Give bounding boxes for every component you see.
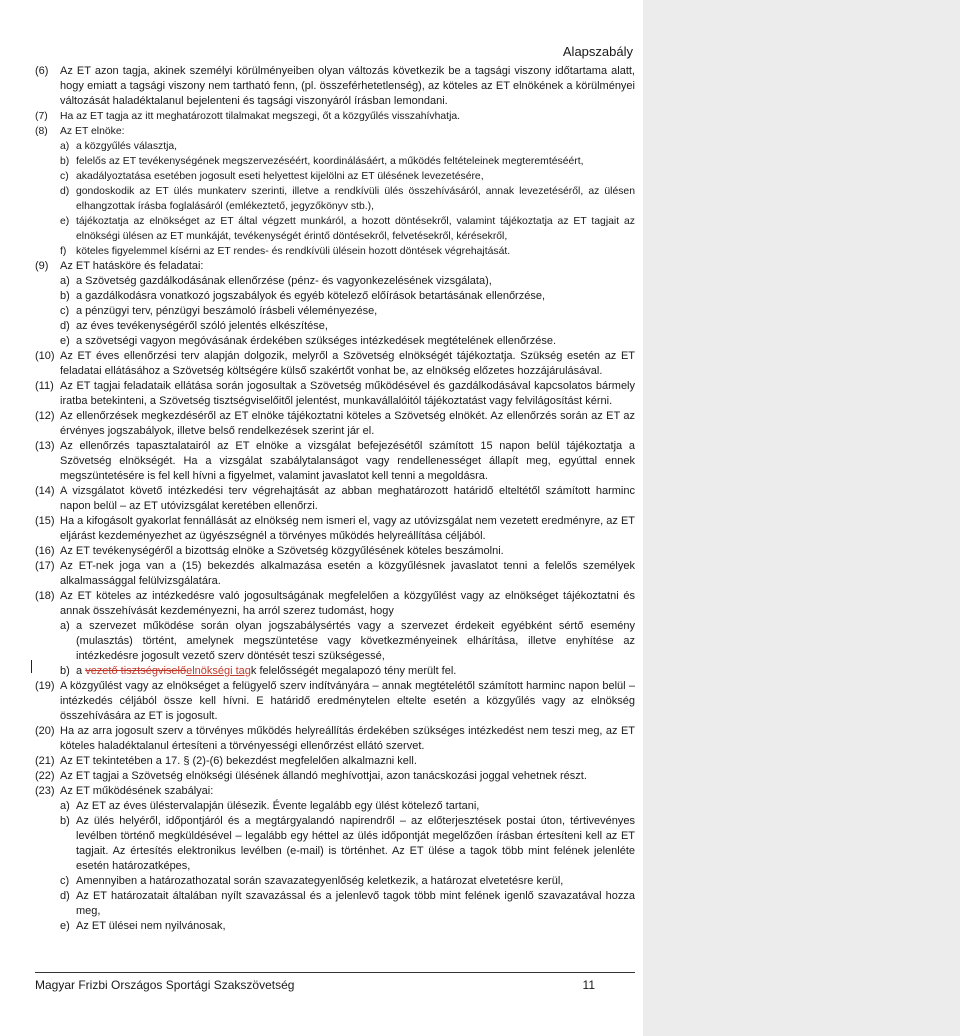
list-item: e) a szövetségi vagyon megóvásának érdekében szükséges intézkedések megtételének ellenőrzése. — [60, 335, 557, 347]
list-item: b) a gazdálkodásra vonatkozó jogszabályok és egyéb kötelező előírások betartásának ellenőrzése, — [60, 290, 546, 302]
document-body — [35, 64, 635, 934]
page-footer — [35, 978, 595, 992]
list-item: b) felelős az ET tevékenységének megszervezéséért, koordinálásáért, a működés feltételeinek megteremtéséért, — [60, 156, 584, 167]
paragraph-18: (18) Az ET köteles az intézkedésre való jogosultságának megfelelően a közgyűlést vagy az elnökséget tájékoztatni és annak összehívását kezdeményezni, ha arról szerez tudomást, hogy a) a szervezet működése során olyan jogszabálysértés vagy a szervezet érdekeit egyébként sértő esemény (mulasztás) történt, amelynek megszüntetése vagy következményeinek elhárítása, illetve enyhítése az intézkedésre jogosult vezető szerv döntését teszi szükségessé, b) a vezető tisztségviselőelnökségi tagk felelősségét megalapozó tény merült fel. — [35, 590, 635, 677]
paragraph-20: (20) Ha az arra jogosult szerv a törvényes működés helyreállítás érdekében szükséges intézkedést nem teszi meg, az ET köteles haladéktalanul értesíteni a törvényességi ellenőrzést ellátó szervet. — [35, 725, 635, 752]
deleted-text: vezető tisztségviselő — [85, 665, 187, 677]
list-item: d) Az ET határozatait általában nyílt szavazással és a jelenlevő tagok több mint felének igenlő szavazatával hozza meg, — [60, 890, 635, 917]
paragraph-16: (16) Az ET tevékenységéről a bizottság elnöke a Szövetség közgyűlésének köteles beszámolni. — [35, 545, 504, 557]
paragraph-15: (15) Ha a kifogásolt gyakorlat fennállását az elnökség nem ismeri el, vagy az utóvizsgálat nem vezetett eredményre, az ET eljárást kezdeményezhet az ügyészségnél a törvényes működés helyreállítása céljából. — [35, 515, 635, 542]
paragraph-14: (14) A vizsgálatot követő intézkedési terv végrehajtását az abban meghatározott határidő elteltétől számított harminc napon belül – az ET utóvizsgálat keretében ellenőrzi. — [35, 485, 635, 512]
paragraph-12: (12) Az ellenőrzések megkezdéséről az ET elnöke tájékoztatni köteles a Szövetség elnökét. Az ellenőrzés során az ET az érvényes jogszabályok, illetve belső rendelkezések szerint jár el. — [35, 410, 635, 437]
paragraph-10: (10) Az ET éves ellenőrzési terv alapján dolgozik, melyről a Szövetség elnökségét tájékoztatja. Szükség esetén az ET feladatai ellátásához a Szövetség költségére külső szakértőt vonhat be, az elnökség előzetes hozzájárulásával. — [35, 350, 635, 377]
footer-organization: Magyar Frizbi Országos Sportági Szakszövetség — [35, 978, 295, 992]
footer-divider — [35, 972, 635, 973]
paragraph-17: (17) Az ET-nek joga van a (15) bekezdés alkalmazása esetén a közgyűlésnek javaslatot tenni a felelős személyek alkalmassággal felülvizsgálatára. — [35, 560, 635, 587]
list-item: a) a szervezet működése során olyan jogszabálysértés vagy a szervezet érdekeit egyébként sértő esemény (mulasztás) történt, amelynek megszüntetése vagy következményeinek elhárítása, illetve enyhítése az intézkedésre jogosult vezető szerv döntését teszi szükségessé, — [60, 620, 635, 662]
paragraph-6: (6) Az ET azon tagja, akinek személyi körülményeiben olyan változás következik be a tagsági viszony időtartama alatt, hogy emiatt a tagsági viszony nem tartható fenn, (pl. összeférhetetlenség), az köteles az ET elnökének a körülményei változását haladéktalanul bejelenteni és tagsági viszonyáról írásban lemondani. — [35, 65, 635, 107]
paragraph-9-body: Az ET hatásköre és feladatai: a) a Szövetség gazdálkodásának ellenőrzése (pénz- és vagyonkezelésének vizsgálata), b) a gazdálkodásra vonatkozó jogszabályok és egyéb kötelező előírások betartásának ellenőrzése, c) a pénzügyi terv, pénzügyi beszámoló írásbeli véleményezése, d) az éves tevékenységéről szóló jelentés elkészítése, e) a szövetségi vagyon megóvásának érdekében szükséges intézkedések megtételének ellenőrzése. — [60, 259, 635, 349]
list-item: d) gondoskodik az ET ülés munkaterv szerinti, illetve a rendkívüli ülés összehívásáról, annak levezetéséről, az ülésen elhangzottak írásba foglalásáról (emlékeztető, jegyzőkönyv stb.), — [60, 186, 635, 212]
paragraph-9: (9) Az ET hatásköre és feladatai: a) a Szövetség gazdálkodásának ellenőrzése (pénz- és vagyonkezelésének vizsgálata), b) a gazdálkodásra vonatkozó jogszabályok és egyéb kötelező előírások betartásának ellenőrzése, c) a pénzügyi terv, pénzügyi beszámoló írásbeli véleményezése, d) az éves tevékenységéről szóló jelentés elkészítése, e) a szövetségi vagyon megóvásának érdekében szükséges intézkedések megtételének ellenőrzése. — [35, 259, 635, 349]
page-number: 11 — [582, 978, 595, 992]
list-item: f) köteles figyelemmel kísérni az ET rendes- és rendkívüli ülésein hozott döntések végrehajtását. — [60, 246, 511, 257]
paragraph-23: (23) Az ET működésének szabályai: a) Az ET az éves üléstervalapján ülésezik. Évente legalább egy ülést kötelező tartani, b) Az ülés helyéről, időpontjáról és a megtárgyalandó napirendről – az előterjesztések postai úton, tértivevényes levélben történő megküldésével – legalább egy héttel az ülés időpontját megelőzően írásban értesíteni kell az ET tagjait. Az értesítés elektronikus levélben (e-mail) is történhet. Az ET ülése a tagok több mint felének jelenléte esetén határozatképes, c) Amennyiben a határozathozatal során szavazategyenlőség keletkezik, a határozat elvetetésre kerül, d) Az ET határozatait általában nyílt szavazással és a jelenlevő tagok több mint felének igenlő szavazatával hozza meg, e) Az ET ülései nem nyilvánosak, — [35, 785, 635, 932]
list-item: d) az éves tevékenységéről szóló jelentés elkészítése, — [60, 320, 328, 332]
paragraph-8-body: Az ET elnöke: a) a közgyűlés választja, b) felelős az ET tevékenységének megszervezéséért, koordinálásáért, a működés feltételeinek megteremtéséért, c) akadályoztatása esetében jogosult eseti helyettest kijelölni az ET ülésének levezetésére, d) gondoskodik az ET ülés munkaterv szerinti, illetve a rendkívüli ülés összehívásáról, annak levezetéséről, az ülésen elhangzottak írásba foglalásáról (emlékeztető, jegyzőkönyv stb.), e) tájékoztatja az elnökséget az ET által végzett munkáról, a hozott döntésekről, valamint tájékoztatja az ET tagjait az elnökségi ülésen az ET munkáját, tevékenységét érintő döntésekről, felvetésekről, kérésekről, f) köteles figyelemmel kísérni az ET rendes- és rendkívüli ülésein hozott döntések végrehajtását. — [60, 126, 635, 257]
list-item: e) tájékoztatja az elnökséget az ET által végzett munkáról, a hozott döntésekről, valamint tájékoztatja az ET tagjait az elnökségi ülésen az ET munkáját, tevékenységét érintő döntésekről, felvetésekről, kérésekről, — [60, 216, 635, 242]
paragraph-7: (7) Ha az ET tagja az itt meghatározott tilalmakat megszegi, őt a közgyűlés visszahívhatja. — [35, 111, 461, 122]
paragraph-11: (11) Az ET tagjai feladataik ellátása során jogosultak a Szövetség működésével és gazdálkodásával kapcsolatos bármely iratba betekinteni, a Szövetség tisztségviselőitől jelentést, munkavállalóitól tájékoztatást vagy felvilágosítást kérni. — [35, 380, 635, 407]
paragraph-8: (8) Az ET elnöke: a) a közgyűlés választja, b) felelős az ET tevékenységének megszervezéséért, koordinálásáért, a működés feltételeinek megteremtéséért, c) akadályoztatása esetében jogosult eseti helyettest kijelölni az ET ülésének levezetésére, d) gondoskodik az ET ülés munkaterv szerinti, illetve a rendkívüli ülés összehívásáról, annak levezetéséről, az ülésen elhangzottak írásba foglalásáról (emlékeztető, jegyzőkönyv stb.), e) tájékoztatja az elnökséget az ET által végzett munkáról, a hozott döntésekről, valamint tájékoztatja az ET tagjait az elnökségi ülésen az ET munkáját, tevékenységét érintő döntésekről, felvetésekről, kérésekről, f) köteles figyelemmel kísérni az ET rendes- és rendkívüli ülésein hozott döntések végrehajtását. — [35, 126, 635, 257]
paragraph-13: (13) Az ellenőrzés tapasztalatairól az ET elnöke a vizsgálat befejezésétől számított 15 napon belül tájékoztatja a Szövetség elnökségét. Ha a vizsgálat szabálytalanságot vagy rendellenességet állapít meg, egyúttal ennek megszüntetésére is fel kell hívni a figyelmet, valamint javaslatot kell tenni a megoldásra. — [35, 440, 635, 482]
list-item: c) a pénzügyi terv, pénzügyi beszámoló írásbeli véleményezése, — [60, 305, 378, 317]
list-item: c) Amennyiben a határozathozatal során szavazategyenlőség keletkezik, a határozat elvetetésre kerül, — [60, 875, 564, 887]
list-item: a) Az ET az éves üléstervalapján ülésezik. Évente legalább egy ülést kötelező tartani, — [60, 800, 480, 812]
list-item-tracked-change: b) a vezető tisztségviselőelnökségi tagk felelősségét megalapozó tény merült fel. — [60, 665, 457, 677]
inserted-text: elnökségi tag — [186, 665, 251, 677]
list-item: c) akadályoztatása esetében jogosult eseti helyettest kijelölni az ET ülésének levezetésére, — [60, 171, 484, 182]
change-bar — [31, 660, 32, 673]
list-item: a) a Szövetség gazdálkodásának ellenőrzése (pénz- és vagyonkezelésének vizsgálata), — [60, 275, 492, 287]
page-header: Alapszabály — [562, 44, 633, 59]
comment-sidebar — [643, 0, 960, 1036]
list-item: b) Az ülés helyéről, időpontjáról és a megtárgyalandó napirendről – az előterjesztések postai úton, tértivevényes levélben történő megküldésével – legalább egy héttel az ülés időpontját megelőzően írásban értesíteni kell az ET tagjait. Az értesítés elektronikus levélben (e-mail) is történhet. Az ET ülése a tagok több mint felének jelenléte esetén határozatképes, — [60, 815, 635, 872]
paragraph-23-body: Az ET működésének szabályai: a) Az ET az éves üléstervalapján ülésezik. Évente legalább egy ülést kötelező tartani, b) Az ülés helyéről, időpontjáról és a megtárgyalandó napirendről – az előterjesztések postai úton, tértivevényes levélben történő megküldésével – legalább egy héttel az ülés időpontját megelőzően írásban értesíteni kell az ET tagjait. Az értesítés elektronikus levélben (e-mail) is történhet. Az ET ülése a tagok több mint felének jelenléte esetén határozatképes, c) Amennyiben a határozathozatal során szavazategyenlőség keletkezik, a határozat elvetetésre kerül, d) Az ET határozatait általában nyílt szavazással és a jelenlevő tagok több mint felének igenlő szavazatával hozza meg, e) Az ET ülései nem nyilvánosak, — [60, 785, 635, 932]
list-item: a) a közgyűlés választja, — [60, 141, 178, 152]
paragraph-18-body: Az ET köteles az intézkedésre való jogosultságának megfelelően a közgyűlést vagy az elnökséget tájékoztatni és annak összehívását kezdeményezni, ha arról szerez tudomást, hogy a) a szervezet működése során olyan jogszabálysértés vagy a szervezet érdekeit egyébként sértő esemény (mulasztás) történt, amelynek megszüntetése vagy következményeinek elhárítása, illetve enyhítése az intézkedésre jogosult vezető szerv döntését teszi szükségessé, b) a vezető tisztségviselőelnökségi tagk felelősségét megalapozó tény merült fel. — [60, 590, 635, 677]
paragraph-19: (19) A közgyűlést vagy az elnökséget a felügyelő szerv indítványára – annak megtételétől számított harminc napon belül – intézkedés céljából össze kell hívni. E határidő eredménytelen eltelte esetén a közgyűlés vagy az elnökség összehívására az ET is jogosult. — [35, 680, 635, 722]
paragraph-21: (21) Az ET tekintetében a 17. § (2)-(6) bekezdést megfelelően alkalmazni kell. — [35, 755, 417, 767]
list-item: e) Az ET ülései nem nyilvánosak, — [60, 920, 226, 932]
paragraph-22: (22) Az ET tagjai a Szövetség elnökségi ülésének állandó meghívottjai, azon tanácskozási joggal vehetnek részt. — [35, 770, 587, 782]
